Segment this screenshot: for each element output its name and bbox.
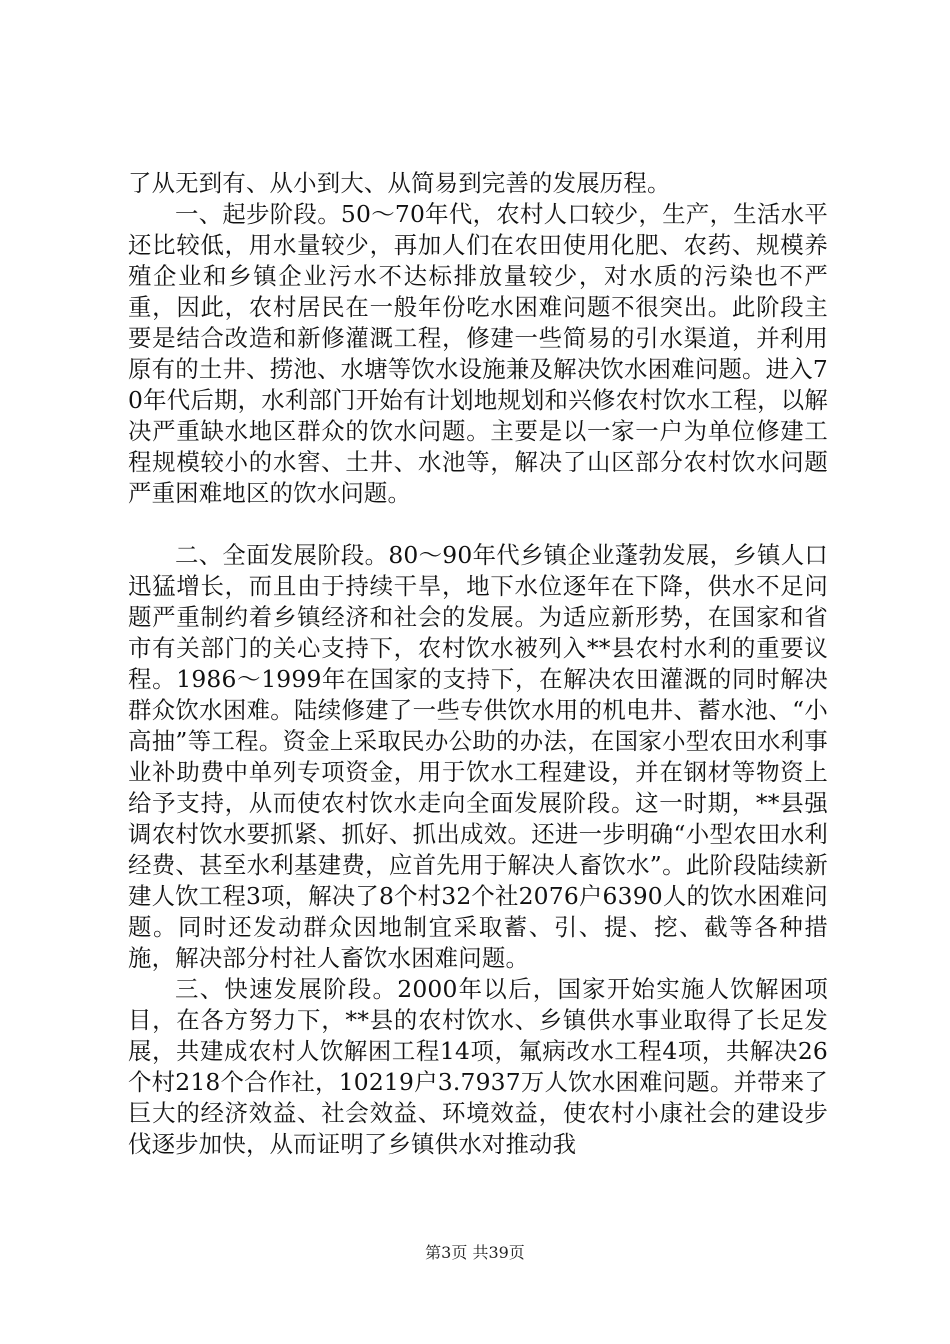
paragraph-continuation: 了从无到有、从小到大、从简易到完善的发展历程。 xyxy=(128,169,671,197)
page-footer: 第3页 共39页 xyxy=(425,1243,525,1262)
paragraph-stage-three: 三、快速发展阶段。2000年以后，国家开始实施人饮解困项目，在各方努力下，**县的农村饮水、乡镇供水事业取得了长足发展，共建成农村人饮解困工程14项，氟病改水工程4项，共解决26个村218个合作社，10219户3.7937万人饮水困难问题。并带来了巨大的经济效益、社会效益、环境效益，使农村小康社会的建设步伐逐步加快，从而证明了乡镇供水对推动我 xyxy=(128,975,828,1158)
paragraph-stage-one: 一、起步阶段。50～70年代，农村人口较少，生产，生活水平还比较低，用水量较少，再加人们在农田使用化肥、农药、规模养殖企业和乡镇企业污水不达标排放量较少，对水质的污染也不严重，因此，农村居民在一般年份吃水困难问题不很突出。此阶段主要是结合改造和新修灌溉工程，修建一些简易的引水渠道，并利用原有的土井、捞池、水塘等饮水设施兼及解决饮水困难问题。进入70年代后期，水利部门开始有计划地规划和兴修农村饮水工程，以解决严重缺水地区群众的饮水问题。主要是以一家一户为单位修建工程规模较小的水窖、土井、水池等，解决了山区部分农村饮水问题严重困难地区的饮水问题。 xyxy=(128,200,828,507)
document-body xyxy=(128,168,828,1160)
paragraph-spacer xyxy=(128,509,828,540)
paragraph-stage-two: 二、全面发展阶段。80～90年代乡镇企业蓬勃发展，乡镇人口迅猛增长，而且由于持续干旱，地下水位逐年在下降，供水不足问题严重制约着乡镇经济和社会的发展。为适应新形势，在国家和省市有关部门的关心支持下，农村饮水被列入**县农村水利的重要议程。1986～1999年在国家的支持下，在解决农田灌溉的同时解决群众饮水困难。陆续修建了一些专供饮水用的机电井、蓄水池、“小高抽”等工程。资金上采取民办公助的办法，在国家小型农田水利事业补助费中单列专项资金，用于饮水工程建设，并在钢材等物资上给予支持，从而使农村饮水走向全面发展阶段。这一时期，**县强调农村饮水要抓紧、抓好、抓出成效。还进一步明确“小型农田水利经费、甚至水利基建费，应首先用于解决人畜饮水”。此阶段陆续新建人饮工程3项，解决了8个村32个社2076户6390人的饮水困难问题。同时还发动群众因地制宜采取蓄、引、提、挖、截等各种措施，解决部分村社人畜饮水困难问题。 xyxy=(128,541,828,972)
